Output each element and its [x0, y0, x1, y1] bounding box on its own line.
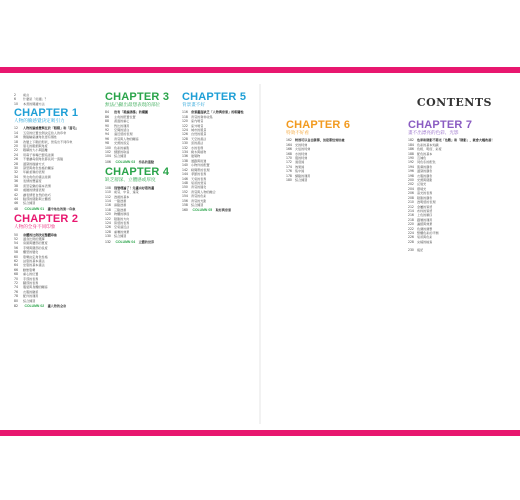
- entry-page: 80: [14, 298, 18, 303]
- entry-title: 速度線: [295, 160, 305, 165]
- chapter-subtitle: 畫不出漂亮的色彩、光影: [408, 131, 459, 136]
- entry-title: 陰影的方向: [114, 216, 130, 221]
- entry-page: 186: [408, 147, 414, 152]
- entry-page: 164: [286, 142, 292, 147]
- entry-title: 背景與人物的關係: [114, 136, 139, 141]
- entry-title: 對比的運用: [114, 123, 130, 128]
- entry-title: 沒有「視線誘導」的構圖: [114, 110, 149, 115]
- entry-title: 喜怒哀樂的基本表情: [23, 183, 51, 188]
- entry-title: 天氣的表現: [191, 176, 207, 181]
- entry-page: 190: [408, 156, 414, 161]
- entry-title: 手臂與腿部的長度: [23, 245, 48, 250]
- entry-page: 38: [14, 183, 18, 188]
- entry-title: 背景的資料收集: [191, 114, 213, 119]
- intro-list: [14, 93, 48, 106]
- entry-page: 6: [14, 97, 16, 102]
- entry-title: 特效可以自由發揮，但是要恰到好處: [295, 138, 345, 143]
- entry-page: 184: [408, 142, 414, 147]
- entry-page: 116: [105, 203, 111, 208]
- entry-page: 66: [14, 267, 18, 272]
- entry-title: 重疊的效果: [114, 229, 130, 234]
- entry-page: 110: [105, 190, 111, 195]
- entry-title: 三點透視: [114, 207, 127, 212]
- entry-title: 腳部的表現: [23, 281, 39, 285]
- entry-title: 年齡差異的表現: [23, 170, 45, 175]
- column-right-2: [408, 120, 508, 253]
- entry-title: 背景畫面缺乏「人物與背景」的相關性: [191, 110, 244, 115]
- entry-page: 146: [182, 176, 188, 181]
- entry-title: 水的表現: [191, 145, 204, 150]
- column-entry: [182, 208, 258, 212]
- entry-page: 138: [182, 158, 188, 163]
- right-page: [260, 88, 520, 418]
- entry-page: 174: [286, 164, 292, 169]
- chapter-6: [286, 120, 366, 182]
- contents-title: CONTENTS: [416, 96, 492, 109]
- column-title: 畫人物的全身: [47, 304, 67, 309]
- toc-entry-final: [408, 248, 508, 252]
- entry-page: 224: [408, 230, 414, 235]
- entry-page: 130: [105, 234, 111, 239]
- entry-page: 130: [182, 141, 188, 146]
- toc-entry: [286, 178, 366, 182]
- column-tag: COLUMN 01: [24, 206, 45, 211]
- entry-title: 時間帶的表現: [191, 167, 210, 172]
- entry-title: 互補色: [417, 156, 427, 161]
- entry-title: 風的特效: [295, 156, 308, 161]
- column-left-3: [182, 92, 258, 216]
- toc-entry: [105, 154, 185, 158]
- entry-page: 78: [14, 294, 18, 299]
- entry-page: 24: [14, 152, 18, 157]
- entry-page: 226: [408, 235, 414, 240]
- entry-title: 完稿的檢查: [417, 239, 433, 244]
- entry-page: 26: [14, 157, 18, 162]
- entry-title: 色調的調整: [417, 226, 433, 231]
- entry-page: 74: [14, 285, 18, 290]
- entry-page: 18: [14, 139, 18, 144]
- entry-page: 222: [408, 226, 414, 231]
- entry-page: 102: [105, 150, 111, 155]
- chapter-subtitle: 特效不好看: [286, 131, 309, 136]
- column-tag: COLUMN 05: [192, 208, 213, 213]
- toc-entry: [408, 240, 508, 244]
- entry-title: 室內場景: [191, 119, 204, 124]
- entry-title: 綜合練習: [114, 234, 127, 239]
- entry-title: 頭髮的描繪方式: [23, 161, 45, 166]
- entry-page: 98: [105, 141, 109, 146]
- entry-page: 180: [286, 178, 292, 183]
- entry-title: 空氣遠近法: [114, 225, 130, 230]
- entry-title: 體型的變化: [23, 250, 39, 255]
- entry-title: 透視的基本: [114, 194, 130, 199]
- entry-page: 126: [105, 225, 111, 230]
- entry-title: 環境光: [417, 186, 427, 191]
- entry-title: 水的特效: [295, 151, 308, 156]
- toc-entry: [14, 102, 48, 106]
- entry-page: 122: [105, 216, 111, 221]
- entry-page: 56: [14, 245, 18, 250]
- chapter-5: [182, 92, 258, 213]
- entry-page: 204: [408, 186, 414, 191]
- entry-page: 108: [105, 185, 111, 190]
- entry-page: 128: [105, 229, 111, 234]
- entry-title: 高光的表現: [417, 191, 433, 196]
- entry-page: 72: [14, 281, 18, 285]
- entry-page: 52: [14, 236, 18, 241]
- toc-entry: [105, 234, 185, 238]
- entry-title: 金屬的質感: [417, 204, 433, 209]
- entry-page: 228: [408, 239, 414, 244]
- entry-title: 室外場景: [191, 123, 204, 128]
- entry-title: 肩膀與腰部的寬度: [23, 241, 48, 246]
- column-page: 48: [14, 206, 18, 211]
- entry-title: 表情的豐富度: [23, 179, 42, 184]
- entry-page: 214: [408, 208, 414, 213]
- entry-page: 118: [182, 114, 188, 119]
- entry-title: 肌膚的顏色: [417, 164, 433, 169]
- entry-page: 86: [105, 114, 109, 119]
- entry-page: 206: [408, 191, 414, 196]
- entry-title: 眼睛的大小與距離: [23, 148, 48, 153]
- column-page: 106: [105, 159, 111, 164]
- entry-page: 128: [182, 136, 188, 141]
- entry-page: 210: [408, 200, 414, 205]
- entry-page: 76: [14, 289, 18, 294]
- chapter-heading: CHAPTER 6: [286, 119, 351, 131]
- entry-page: 182: [408, 138, 414, 143]
- entry-title: 色相、明度、彩度: [417, 147, 442, 152]
- chapter-subtitle: 人物的全身不同印象: [14, 225, 56, 231]
- chapter-subtitle: 無法凸顯出最想表現的部位: [105, 103, 161, 108]
- entry-title: 背景的色彩: [191, 194, 207, 199]
- column-right-1: [286, 120, 366, 183]
- entry-title: 光源的設定: [114, 141, 130, 146]
- entry-page: 54: [14, 241, 18, 246]
- entry-title: 細節的取捨: [114, 150, 130, 155]
- entry-title: 自然的風景: [191, 132, 207, 137]
- column-page: 160: [182, 208, 188, 213]
- entry-page: 14: [14, 130, 18, 135]
- column-entry: [105, 240, 185, 244]
- entry-page: 178: [286, 173, 292, 178]
- entry-title: 同色系的配色: [417, 160, 436, 165]
- column-title: 畫中角色的第一印象: [47, 206, 76, 211]
- chapter-heading: CHAPTER 3: [105, 91, 170, 103]
- left-page: [0, 88, 260, 418]
- entry-title: 兩點透視: [114, 203, 127, 208]
- entry-page: 142: [182, 167, 188, 172]
- entry-title: 背景的簡化: [191, 185, 207, 190]
- entry-page: 136: [182, 154, 188, 159]
- entry-title: 小物件的配置: [191, 163, 210, 168]
- entry-title: 色彩的基本知識: [417, 142, 439, 147]
- entry-page: 218: [408, 217, 414, 222]
- toc-entry: [182, 203, 258, 207]
- entry-page: 94: [105, 132, 109, 137]
- chapter-7: [408, 120, 508, 244]
- entry-title: 火焰的特效: [295, 147, 311, 152]
- entry-page: 60: [14, 254, 18, 259]
- entry-title: 姿勢決定角色性格: [23, 254, 48, 259]
- entry-title: 遠近感的表現: [114, 132, 133, 137]
- entry-page: 196: [408, 169, 414, 174]
- chapter-heading: CHAPTER 5: [182, 91, 247, 103]
- entry-page: 40: [14, 188, 18, 193]
- top-color-band: [0, 67, 520, 73]
- chapter-heading: CHAPTER 2: [14, 213, 79, 226]
- entry-page: 166: [286, 147, 292, 152]
- entry-page: 150: [182, 185, 188, 190]
- entry-page: 176: [286, 169, 292, 174]
- entry-page: 152: [182, 189, 188, 194]
- entry-title: 後記: [417, 248, 424, 253]
- entry-title: 建築物: [191, 154, 201, 159]
- entry-title: 站姿的基本畫法: [23, 258, 45, 263]
- entry-page: 120: [182, 119, 188, 124]
- entry-title: 背景的光影: [191, 198, 207, 203]
- entry-page: 36: [14, 179, 18, 184]
- entry-page: 194: [408, 164, 414, 169]
- entry-title: 前景、中景、遠景: [114, 190, 139, 195]
- entry-page: 46: [14, 201, 18, 206]
- entry-page: 162: [286, 138, 292, 143]
- entry-title: 反射光: [417, 182, 427, 187]
- entry-title: 氣氛與色彩: [417, 235, 433, 240]
- entry-page: 34: [14, 174, 18, 179]
- entry-title: 綜合練習: [23, 298, 36, 303]
- entry-page: 188: [408, 151, 414, 156]
- entry-title: 衣服的顏色: [417, 173, 433, 178]
- entry-title: 配件的運用: [23, 294, 39, 299]
- entry-page: 144: [182, 172, 188, 177]
- column-tag: COLUMN 03: [115, 159, 136, 164]
- entry-page: 154: [182, 194, 188, 199]
- entry-title: 濾鏡與效果: [417, 222, 433, 227]
- entry-title: 改變上下眼的形狀，營造出不同印象: [23, 139, 73, 144]
- entry-title: 綜合練習: [295, 178, 308, 183]
- chapter-heading: CHAPTER 7: [408, 119, 473, 131]
- entry-title: 城市的風景: [191, 128, 207, 133]
- entry-page: 158: [182, 202, 188, 207]
- entry-title: 眉毛的粗細與角度: [23, 144, 48, 149]
- entry-title: 光的特效: [295, 142, 308, 147]
- column-entry: [105, 160, 185, 164]
- entry-title: 季節的表現: [191, 172, 207, 177]
- entry-page: 122: [182, 123, 188, 128]
- entry-page: 64: [14, 263, 18, 268]
- entry-title: 陰影的顏色: [417, 195, 433, 200]
- entry-page: 2: [14, 93, 16, 97]
- entry-page: 50: [14, 232, 18, 237]
- entry-page: 12: [14, 126, 18, 131]
- entry-title: 道路與街道: [191, 158, 207, 163]
- entry-title: 色彩和陰影不要光「色數」和「陰影」，就會大幅改善！: [417, 138, 495, 143]
- entry-page: 114: [105, 198, 111, 203]
- entry-title: 色彩的重點: [114, 145, 130, 150]
- chapter-1: [14, 108, 94, 211]
- entry-title: 圖層的運用: [417, 217, 433, 222]
- entry-page: 68: [14, 272, 18, 277]
- column-title: 作品的重點: [138, 159, 155, 164]
- chapter-3: [105, 92, 185, 164]
- column-page: 82: [14, 304, 18, 309]
- entry-title: 氣氛的營造: [191, 180, 207, 185]
- entry-page: 88: [105, 119, 109, 124]
- entry-title: 光源與陰影: [417, 178, 433, 183]
- entry-title: 手部的表現: [23, 276, 39, 281]
- entry-title: 衣服的皺褶: [23, 289, 39, 294]
- entry-page: 124: [105, 220, 111, 225]
- bottom-color-band: [0, 430, 520, 436]
- entry-title: 綜合練習: [114, 154, 127, 159]
- column-tag: COLUMN 02: [24, 304, 45, 309]
- entry-page: 20: [14, 144, 18, 149]
- entry-title: 天空的畫法: [191, 136, 207, 141]
- entry-page: 30: [14, 166, 18, 171]
- chapter-heading: CHAPTER 1: [14, 107, 79, 119]
- entry-title: 配色的基本: [417, 151, 433, 156]
- entry-title: 集中線: [295, 169, 305, 174]
- entry-title: 不要讓每個角色都長同一張臉: [23, 157, 64, 162]
- entry-title: 前言: [23, 93, 30, 97]
- entry-page: 16: [14, 135, 18, 140]
- entry-page: 134: [182, 150, 188, 155]
- chapter-4: [105, 167, 185, 244]
- entry-page: 92: [105, 128, 109, 133]
- chapter-subtitle: 背景畫不好: [182, 103, 205, 108]
- entry-title: 綜合練習: [23, 201, 36, 206]
- entry-page: 198: [408, 173, 414, 178]
- entry-page: 44: [14, 196, 18, 201]
- chapter-subtitle: 缺乏層深、立體感或厚度: [105, 178, 156, 184]
- entry-title: 畫面的重心: [114, 119, 130, 124]
- entry-title: 雲的畫法: [191, 141, 204, 146]
- toc-entry: [14, 201, 94, 205]
- entry-page: 220: [408, 222, 414, 227]
- entry-page: 84: [105, 110, 109, 115]
- chapter-2: [14, 214, 94, 308]
- entry-title: 頭髮的顏色: [417, 169, 433, 174]
- chapter-heading: CHAPTER 4: [105, 166, 170, 179]
- entry-title: 背景與人物的融合: [191, 189, 216, 194]
- entry-title: 坐姿的基本畫法: [23, 263, 45, 268]
- entry-page: 208: [408, 195, 414, 200]
- entry-title: 用鼻子和嘴巴製造差異: [23, 152, 54, 157]
- entry-page: 116: [182, 110, 188, 115]
- entry-title: 整體色彩的平衡: [417, 230, 439, 235]
- entry-title: 重心的位置: [23, 272, 39, 277]
- entry-page: 148: [182, 180, 188, 185]
- entry-title: 本書的閱讀方法: [23, 101, 45, 106]
- entry-title: 效果線: [295, 164, 305, 169]
- entry-page: 32: [14, 170, 18, 175]
- entry-title: 綜合練習: [191, 202, 204, 207]
- chapter-subtitle: 人物的臉感覺決定吸引力: [14, 119, 65, 124]
- entry-title: 複雜的情緒表現: [23, 188, 45, 193]
- entry-page: 70: [14, 276, 18, 281]
- entry-title: 空間的留白: [114, 128, 130, 133]
- column-title: 取材與背景: [215, 208, 232, 213]
- entry-title: 身體的比例決定整體印象: [23, 232, 58, 237]
- entry-title: 上色的順序: [417, 213, 433, 218]
- entry-page: 132: [182, 145, 188, 150]
- entry-title: 透明感的表現: [417, 200, 436, 205]
- entry-title: 人物的臉感覺與在於「眼睛」和「眉毛」: [23, 126, 79, 131]
- column-tag: COLUMN 04: [115, 239, 136, 244]
- entry-page: 140: [182, 163, 188, 168]
- entry-title: 網點的運用: [295, 173, 311, 178]
- entry-title: 什麼是「好讀」？: [23, 97, 48, 102]
- entry-page: 230: [408, 248, 414, 253]
- entry-title: 一點透視: [114, 198, 127, 203]
- column-page: 132: [105, 239, 111, 244]
- entry-title: 側臉輪廓讓角色更有個性: [23, 135, 58, 140]
- entry-title: 讓表情更自然的技巧: [23, 192, 51, 197]
- entry-title: 髮型與角色性格的關係: [23, 166, 54, 171]
- column-left-1: [14, 108, 94, 311]
- entry-title: 服裝與身體的關係: [23, 285, 48, 290]
- entry-page: 126: [182, 132, 188, 137]
- entry-page: 156: [182, 198, 188, 203]
- entry-page: 200: [408, 178, 414, 183]
- column-title: 立體的世界: [138, 239, 155, 244]
- entry-page: 120: [105, 212, 111, 217]
- entry-page: 10: [14, 101, 18, 106]
- entry-page: 124: [182, 128, 188, 133]
- entry-title: 動態姿勢: [23, 267, 36, 272]
- entry-title: 五官的位置比例決定給人的印象: [23, 130, 67, 135]
- entry-page: 172: [286, 160, 292, 165]
- column-entry: [14, 304, 94, 308]
- entry-title: 樹木與植物: [191, 150, 207, 155]
- entry-page: 216: [408, 213, 414, 218]
- entry-title: 布料的質感: [417, 208, 433, 213]
- entry-title: 物體的厚度: [114, 212, 130, 217]
- entry-title: 臉部的陰影與立體感: [23, 196, 51, 201]
- entry-page: 118: [105, 207, 111, 212]
- entry-page: 58: [14, 250, 18, 255]
- entry-page: 202: [408, 182, 414, 187]
- entry-page: 96: [105, 136, 109, 141]
- toc-entry: [14, 299, 94, 303]
- entry-title: 頭身比例的選擇: [23, 236, 45, 241]
- entry-page: 192: [408, 160, 414, 165]
- entry-title: 男女角色的畫法差異: [23, 174, 51, 179]
- entry-title: 別管理論了！先畫出好看的畫: [114, 185, 155, 190]
- entry-title: 質感的表現: [114, 220, 130, 225]
- entry-page: 170: [286, 156, 292, 161]
- entry-page: 104: [105, 154, 111, 159]
- entry-title: 主角的配置位置: [114, 114, 136, 119]
- column-left-2: [105, 92, 185, 247]
- entry-page: 212: [408, 204, 414, 209]
- entry-page: 112: [105, 194, 111, 199]
- entry-page: 28: [14, 161, 18, 166]
- entry-page: 100: [105, 145, 111, 150]
- column-entry: [14, 207, 94, 211]
- entry-page: 22: [14, 148, 18, 153]
- entry-page: 62: [14, 258, 18, 263]
- entry-page: 42: [14, 192, 18, 197]
- entry-page: 168: [286, 151, 292, 156]
- entry-page: 90: [105, 123, 109, 128]
